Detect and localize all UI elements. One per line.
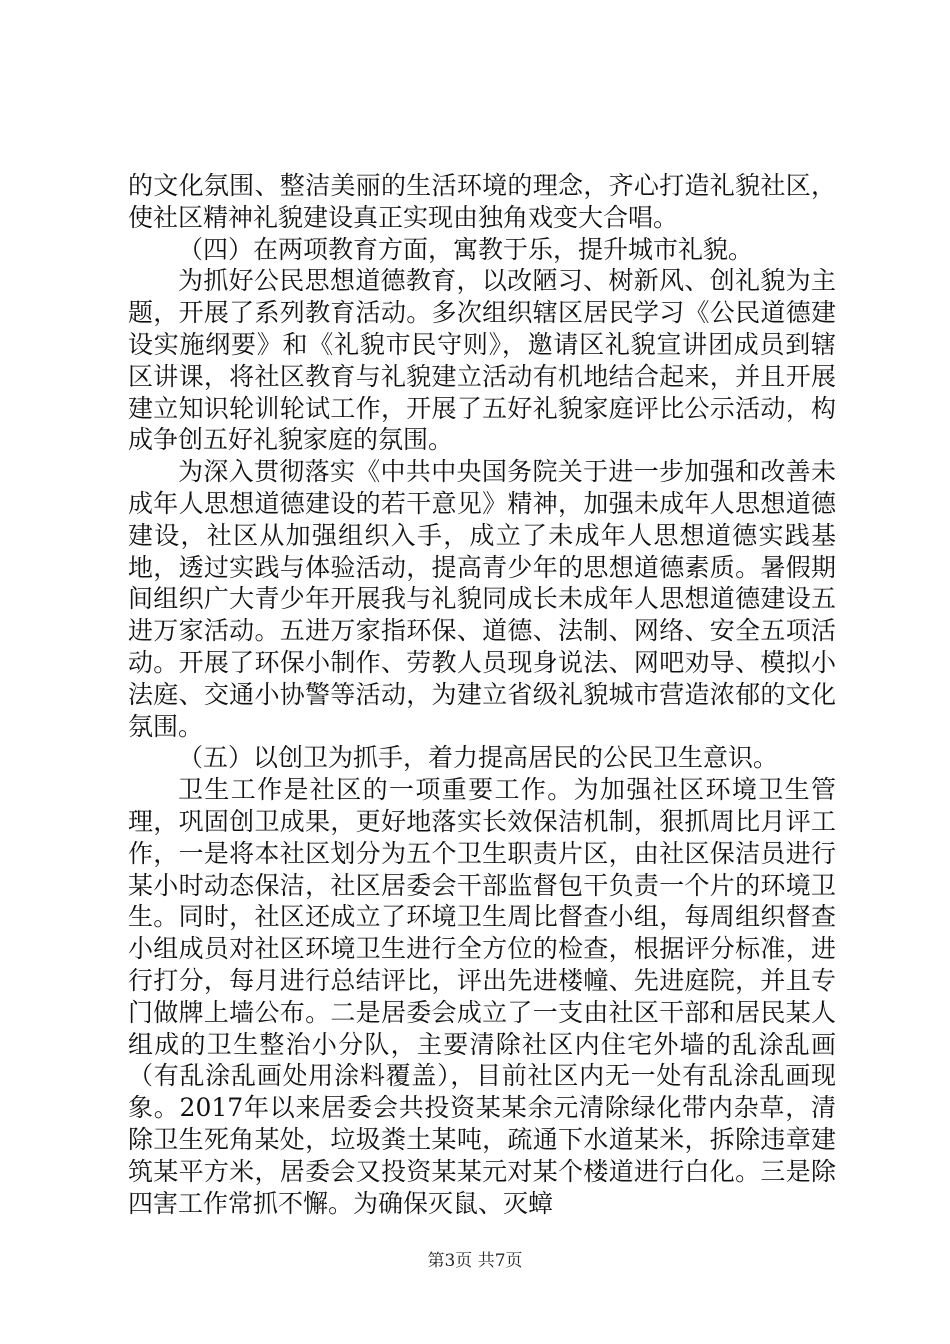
document-body <box>128 170 836 1219</box>
paragraph-minors-education: 为深入贯彻落实《中共中央国务院关于进一步加强和改善未成年人思想道德建设的若干意见》精神，加强未成年人思想道德建设，社区从加强组织入手，成立了未成年人思想道德实践基地，透过实践与体验活动，提高青少年的思想道德素质。暑假期间组织广大青少年开展我与礼貌同成长未成年人思想道德建设五进万家活动。五进万家指环保、道德、法制、网络、安全五项活动。开展了环保小制作、劳教人员现身说法、网吧劝导、模拟小法庭、交通小协警等活动，为建立省级礼貌城市营造浓郁的文化氛围。 <box>128 457 836 741</box>
section-heading-four: （四）在两项教育方面，寓教于乐，提升城市礼貌。 <box>178 234 754 264</box>
page-number-footer: 第3页 共7页 <box>427 1251 523 1271</box>
section-heading-five: （五）以创卫为抓手，着力提高居民的公民卫生意识。 <box>178 743 779 773</box>
paragraph-continuation: 的文化氛围、整洁美丽的生活环境的理念，齐心打造礼貌社区，使社区精神礼貌建设真正实现由独角戏变大合唱。 <box>128 171 836 232</box>
paragraph-sanitation: 卫生工作是社区的一项重要工作。为加强社区环境卫生管理，巩固创卫成果，更好地落实长效保洁机制，狠抓周比月评工作，一是将本社区划分为五个卫生职责片区，由社区保洁员进行某小时动态保洁，社区居委会干部监督包干负责一个片的环境卫生。同时，社区还成立了环境卫生周比督查小组，每周组织督查小组成员对社区环境卫生进行全方位的检查，根据评分标准，进行打分，每月进行总结评比，评出先进楼幢、先进庭院，并且专门做牌上墙公布。二是居委会成立了一支由社区干部和居民某人组成的卫生整治小分队，主要清除社区内住宅外墙的乱涂乱画（有乱涂乱画处用涂料覆盖），目前社区内无一处有乱涂乱画现象。2017年以来居委会共投资某某余元清除绿化带内杂草，清除卫生死角某处，垃圾粪土某吨，疏通下水道某米，拆除违章建筑某平方米，居委会又投资某某元对某个楼道进行白化。三是除四害工作常抓不懈。为确保灭鼠、灭蟑 <box>128 775 836 1218</box>
paragraph-moral-education: 为抓好公民思想道德教育，以改陋习、树新风、创礼貌为主题，开展了系列教育活动。多次组织辖区居民学习《公民道德建设实施纲要》和《礼貌市民守则》，邀请区礼貌宣讲团成员到辖区讲课，将社区教育与礼貌建立活动有机地结合起来，并且开展建立知识轮训轮试工作，开展了五好礼貌家庭评比公示活动，构成争创五好礼貌家庭的氛围。 <box>128 266 836 455</box>
